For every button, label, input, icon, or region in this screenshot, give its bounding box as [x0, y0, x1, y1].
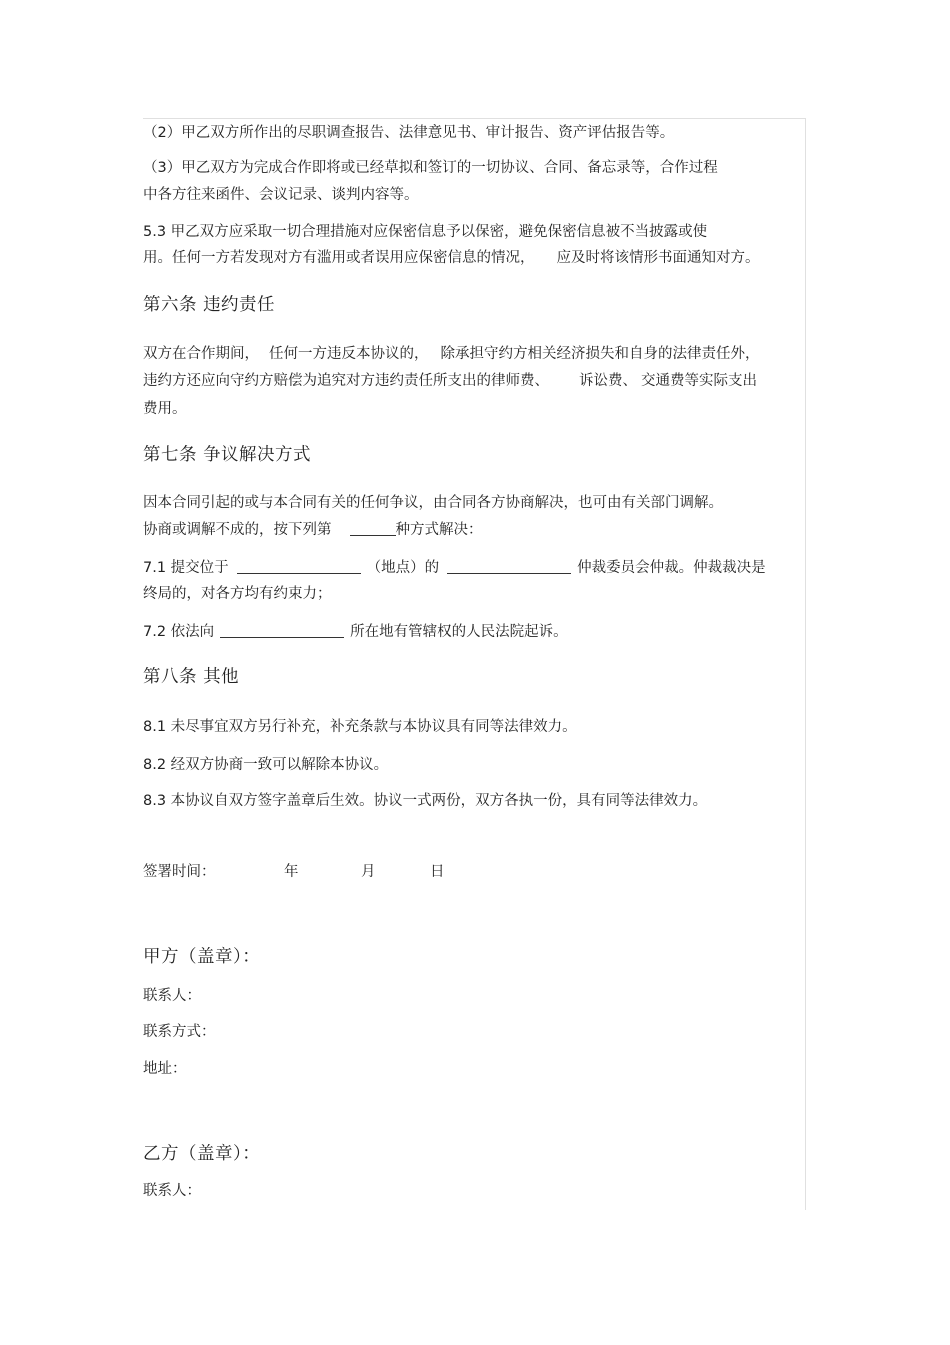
text: 7.2 依法向 — [143, 624, 215, 640]
clause-5-2-item-3-line2: 中各方往来函件、会议记录、谈判内容等。 — [143, 187, 419, 203]
text: 交通费等实际支出 — [641, 373, 757, 389]
clause-7-2 — [143, 623, 568, 641]
section-6-para-line1 — [143, 345, 760, 363]
section-7-para-line2 — [143, 521, 483, 539]
text: 用。任何一方若发现对方有滥用或者误用应保密信息的情况， — [143, 250, 535, 266]
party-a-title: 甲方（盖章）： — [143, 947, 261, 967]
arbitration-commission-blank[interactable] — [447, 559, 571, 574]
text: （3）甲乙双方为完成合作即将或已经草拟和签订的一切协议、合同、备忘录等， — [143, 160, 660, 176]
text: 协商或调解不成的，按下列第 — [143, 522, 332, 538]
section-6-para-line3: 费用。 — [143, 401, 187, 417]
clause-8-3: 8.3 本协议自双方签字盖章后生效。协议一式两份，双方各执一份，具有同等法律效力。 — [143, 793, 708, 809]
party-a-contact-label: 联系人： — [143, 988, 201, 1004]
court-location-blank[interactable] — [220, 623, 344, 638]
page-border — [143, 118, 806, 1210]
clause-5-3-line2 — [143, 249, 760, 267]
text: 应及时将该情形书面通知对方。 — [556, 250, 760, 266]
clause-7-1-line2: 终局的，对各方均有约束力； — [143, 586, 332, 602]
signing-day-label: 日 — [430, 864, 445, 880]
clause-8-2: 8.2 经双方协商一致可以解除本协议。 — [143, 757, 389, 773]
party-a-address-label: 地址： — [143, 1061, 187, 1077]
text: 合作过程 — [659, 160, 718, 176]
text: 仲裁委员会仲裁。仲裁裁决是 — [577, 560, 766, 576]
text: 双方在合作期间， — [143, 346, 259, 362]
signing-time-label: 签署时间： — [143, 864, 216, 880]
text: 种方式解决： — [395, 522, 483, 538]
text: 诉讼费、 — [579, 373, 637, 389]
party-a-phone-label: 联系方式： — [143, 1024, 216, 1040]
signing-month-label: 月 — [361, 864, 376, 880]
text: 违约方还应向守约方赔偿为追究对方违约责任所支出的律师费、 — [143, 373, 549, 389]
choice-blank[interactable] — [350, 521, 396, 536]
signing-year-label: 年 — [284, 864, 299, 880]
clause-8-1: 8.1 未尽事宜双方另行补充，补充条款与本协议具有同等法律效力。 — [143, 719, 577, 735]
section-7-para-line1: 因本合同引起的或与本合同有关的任何争议，由合同各方协商解决，也可由有关部门调解。 — [143, 495, 723, 511]
clause-5-3-line1: 5.3 甲乙双方应采取一切合理措施对应保密信息予以保密，避免保密信息被不当披露或使 — [143, 224, 708, 240]
text: 7.1 提交位于 — [143, 560, 229, 576]
text: 任何一方违反本协议的， — [269, 346, 429, 362]
party-b-title: 乙方（盖章）： — [143, 1144, 261, 1164]
section-6-heading: 第六条 违约责任 — [143, 295, 276, 315]
clause-5-2-item-3-line1 — [143, 159, 718, 177]
clause-5-2-item-2: （2）甲乙双方所作出的尽职调查报告、法律意见书、审计报告、资产评估报告等。 — [143, 125, 675, 141]
section-6-para-line2 — [143, 372, 757, 390]
clause-7-1-line1 — [143, 559, 766, 577]
section-8-heading: 第八条 其他 — [143, 667, 240, 687]
text: 除承担守约方相关经济损失和自身的法律责任外， — [440, 346, 760, 362]
location-blank[interactable] — [237, 559, 361, 574]
party-b-contact-label: 联系人： — [143, 1183, 201, 1199]
section-7-heading: 第七条 争议解决方式 — [143, 445, 312, 465]
text: （地点）的 — [366, 560, 440, 576]
text: 所在地有管辖权的人民法院起诉。 — [350, 624, 568, 640]
